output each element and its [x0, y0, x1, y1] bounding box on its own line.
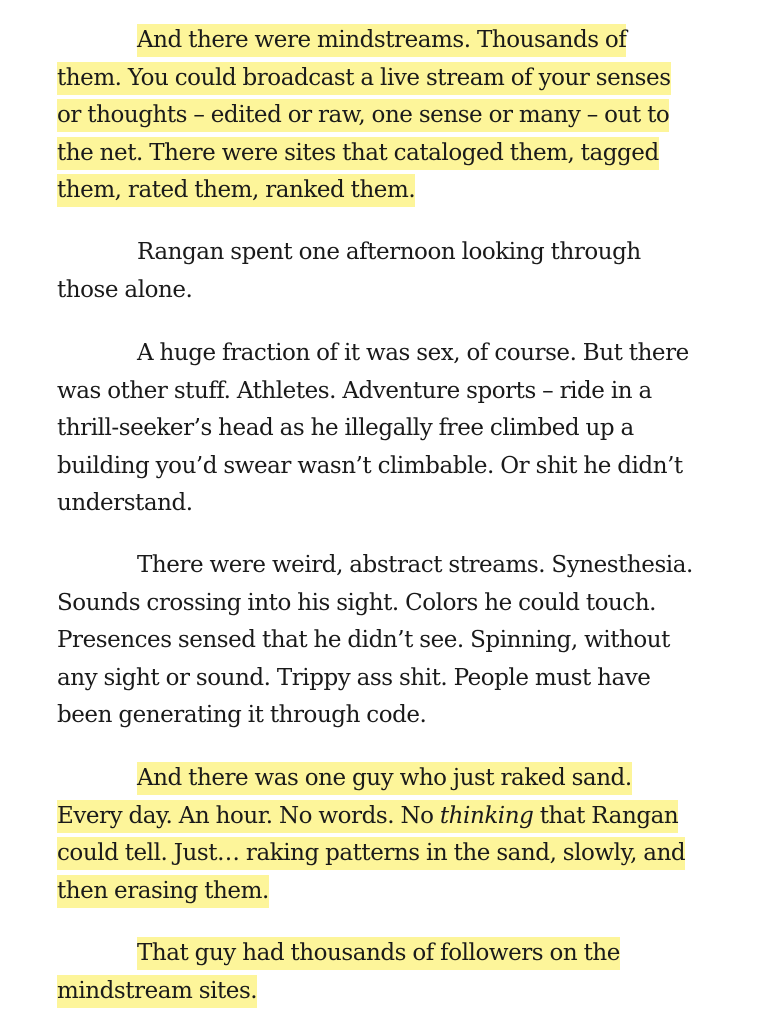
highlight-span[interactable]: them, rated them, ranked them. — [57, 174, 415, 207]
highlight-span[interactable]: could tell. Just… raking patterns in the sand, slowly, and — [57, 837, 685, 870]
text-line: Rangan spent one afternoon looking through — [137, 239, 641, 265]
text-line: was other stuff. Athletes. Adventure sports – ride in a — [57, 377, 652, 404]
text-line — [57, 760, 722, 798]
highlight-span[interactable]: then erasing them. — [57, 875, 269, 908]
text-line: Presences sensed that he didn’t see. Spinning, without — [57, 627, 670, 653]
text-line — [57, 60, 722, 98]
text-line — [57, 973, 722, 1011]
highlight-span[interactable]: them. You could broadcast a live stream of your senses — [57, 62, 671, 95]
text-line: those alone. — [57, 276, 193, 303]
text-fragment: that Rangan — [533, 802, 679, 829]
text-line — [57, 835, 722, 873]
text-line — [57, 97, 722, 135]
text-line: any sight or sound. Trippy ass shit. People must have — [57, 664, 651, 691]
text-line — [57, 873, 722, 911]
text-line: Sounds crossing into his sight. Colors he could touch. — [57, 589, 657, 616]
highlight-span[interactable]: mindstream sites. — [57, 975, 257, 1008]
highlight-span[interactable]: And there was one guy who just raked sand. — [137, 762, 632, 795]
highlight-span[interactable]: or thoughts – edited or raw, one sense or many – out to — [57, 99, 669, 132]
text-line: building you’d swear wasn’t climbable. Or shit he didn’t — [57, 452, 683, 479]
highlight-span[interactable] — [57, 800, 678, 833]
text-line: There were weird, abstract streams. Synesthesia. — [137, 552, 693, 578]
text-line — [57, 172, 722, 210]
paragraph-highlighted[interactable] — [57, 760, 722, 910]
text-fragment: Every day. An hour. No words. No — [57, 802, 440, 829]
paragraph[interactable] — [57, 335, 722, 523]
paragraph-highlighted[interactable] — [57, 935, 722, 1010]
text-line: thrill-seeker’s head as he illegally free climbed up a — [57, 415, 634, 441]
text-line — [57, 798, 722, 836]
paragraph-highlighted[interactable] — [57, 22, 722, 210]
italic-word: thinking — [439, 802, 534, 829]
highlight-span[interactable]: That guy had thousands of followers on the — [137, 937, 620, 970]
text-line: A huge fraction of it was sex, of course. But there — [137, 340, 689, 366]
paragraph[interactable] — [57, 234, 722, 309]
text-line: understand. — [57, 490, 193, 516]
highlight-span[interactable]: And there were mindstreams. Thousands of — [137, 24, 626, 57]
text-line — [57, 135, 722, 173]
highlight-span[interactable]: the net. There were sites that cataloged them, tagged — [57, 137, 659, 170]
text-line — [57, 935, 722, 973]
text-line: been generating it through code. — [57, 702, 427, 728]
paragraph[interactable] — [57, 547, 722, 735]
text-line — [57, 22, 722, 60]
